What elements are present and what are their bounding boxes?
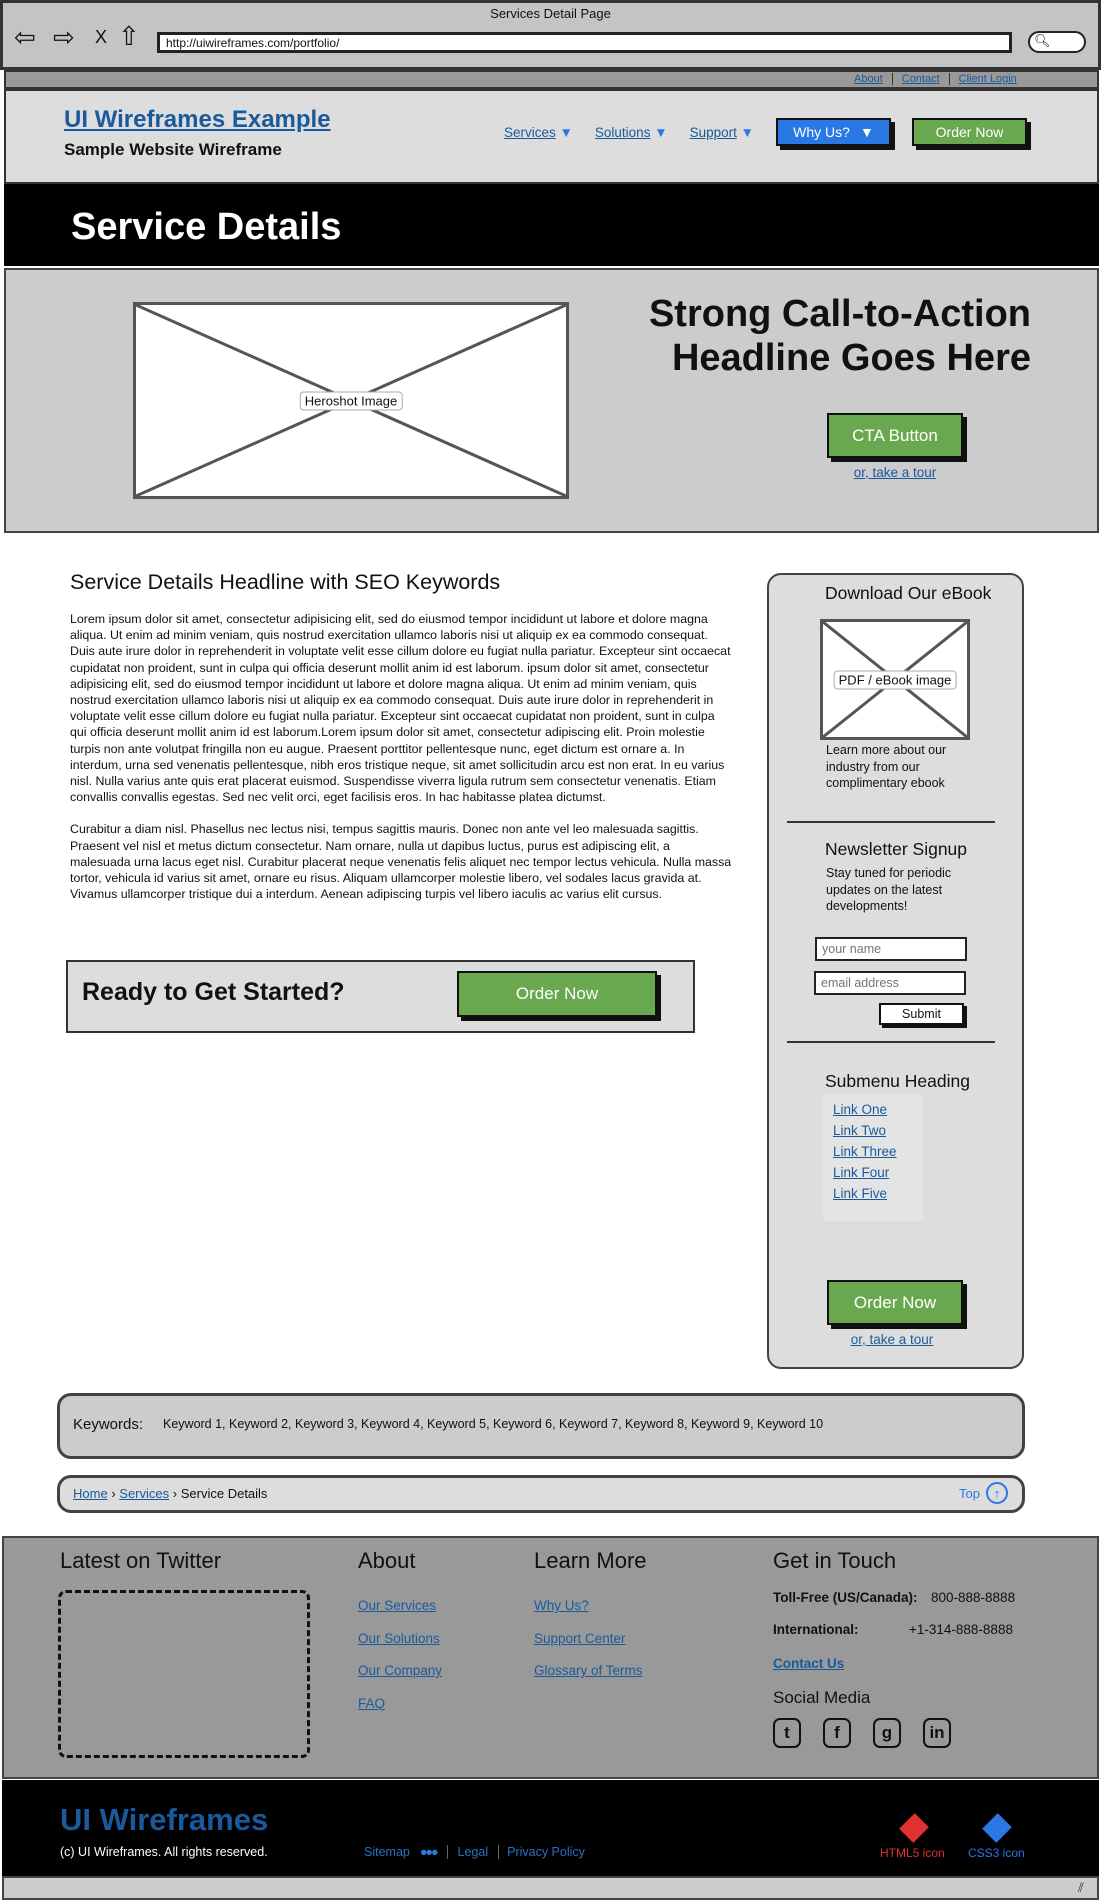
arrow-up-icon[interactable]: ↑ [986,1482,1008,1504]
footer-link-glossary[interactable]: Glossary of Terms [534,1663,643,1678]
submenu-link-four[interactable]: Link Four [833,1165,890,1180]
bottom-links [364,1845,593,1859]
breadcrumb-home[interactable]: Home [73,1486,108,1501]
cta-box-text: Ready to Get Started? [82,978,345,1006]
newsletter-heading: Newsletter Signup [825,839,968,859]
tollfree-label: Toll-Free (US/Canada): [773,1590,918,1605]
ebook-heading: Download Our eBook [825,583,992,603]
about-links [358,1590,442,1720]
google-icon[interactable]: g [873,1718,901,1748]
header-order-now-button[interactable]: Order Now [912,118,1027,146]
footer-link-our-solutions[interactable]: Our Solutions [358,1630,440,1646]
footer-logo: UI Wireframes [60,1802,269,1837]
social-icons [773,1718,951,1748]
footer-link-faq[interactable]: FAQ [358,1695,386,1711]
content-body [70,611,732,918]
back-icon[interactable]: ⇦ [14,22,36,52]
legal-link[interactable]: Legal [447,1845,499,1859]
site-logo[interactable]: UI Wireframes Example [64,106,331,133]
submenu-link-two[interactable]: Link Two [833,1123,887,1138]
submenu-link-one[interactable]: Link One [833,1102,888,1117]
submenu-heading: Submenu Heading [825,1071,970,1091]
name-input[interactable] [815,937,967,961]
sidebar-tour-link[interactable]: or, take a tour [850,1332,934,1347]
tollfree-number: 800-888-8888 [931,1590,1016,1605]
url-bar[interactable]: http://uiwireframes.com/portfolio/ [157,32,1012,53]
window-title: Services Detail Page [490,6,611,21]
contact-us-link[interactable]: Contact Us [773,1656,845,1671]
contact-heading: Get in Touch [773,1548,897,1573]
facebook-icon[interactable]: f [823,1718,851,1748]
submenu-link-three[interactable]: Link Three [833,1144,897,1159]
footer-link-our-company[interactable]: Our Company [358,1663,443,1678]
nav-services[interactable]: Services ▼ [504,125,573,140]
main-nav [504,125,754,140]
sitemap-link[interactable]: Sitemap [364,1845,410,1859]
resize-grip-icon[interactable]: ⫽ [1078,1880,1084,1895]
privacy-policy-link[interactable]: Privacy Policy [498,1845,593,1859]
chevron-down-icon: ▼ [654,125,668,140]
utility-link-contact[interactable]: Contact [893,73,950,85]
chevron-down-icon: ▼ [740,125,755,140]
home-icon[interactable]: ⇧ [118,21,140,51]
chevron-right-icon: › [111,1486,116,1501]
utility-link-client-login[interactable]: Client Login [958,73,1017,85]
intl-number: +1-314-888-8888 [909,1622,1013,1637]
submenu-link-five[interactable]: Link Five [833,1186,888,1201]
nav-support[interactable]: Support ▼ [689,125,755,140]
intl-label: International: [773,1622,859,1637]
css3-label: CSS3 icon [968,1846,1025,1860]
email-input[interactable] [814,971,966,995]
sidebar-order-now-button[interactable]: Order Now [827,1280,963,1325]
divider [787,821,995,823]
content-order-now-button[interactable]: Order Now [457,971,657,1017]
learn-heading: Learn More [534,1548,647,1573]
heroshot-image [133,302,569,499]
ebook-image-label: PDF / eBook image [834,670,957,689]
utility-links [845,73,1026,85]
twitter-heading: Latest on Twitter [60,1548,222,1573]
close-icon[interactable]: X [95,27,108,47]
heroshot-image-label: Heroshot Image [300,391,403,410]
hero-headline: Strong Call-to-Action Headline Goes Here [648,293,1031,379]
newsletter-text: Stay tuned for periodic updates on the latest developments! [826,866,952,913]
why-us-button[interactable]: Why Us? ▼ [776,118,891,146]
submenu [823,1095,923,1221]
linkedin-icon[interactable]: in [923,1718,951,1748]
search-icon[interactable]: 🔍︎ [1028,31,1086,53]
social-heading: Social Media [773,1688,871,1707]
about-heading: About [358,1548,416,1573]
nav-solutions[interactable]: Solutions ▼ [594,125,668,140]
browser-status-bar [2,1876,1099,1900]
keywords-label: Keywords: [73,1416,144,1433]
hero-tour-link[interactable]: or, take a tour [853,465,937,480]
chevron-right-icon: › [172,1486,178,1501]
html5-label: HTML5 icon [880,1846,945,1860]
back-to-top[interactable]: Top ↑ [959,1482,1008,1504]
ebook-image [820,619,970,740]
divider [787,1041,995,1043]
more-dots-icon: ●●● [419,1845,437,1859]
ebook-text: Learn more about our industry from our complimentary ebook [826,743,947,790]
chevron-down-icon: ▼ [559,125,573,140]
breadcrumb [73,1486,267,1501]
footer-link-support-center[interactable]: Support Center [534,1630,626,1646]
page-title: Service Details [71,206,342,248]
footer-link-why-us[interactable]: Why Us? [534,1598,589,1613]
twitter-feed [58,1590,310,1758]
forward-icon[interactable]: ⇨ [53,22,75,52]
footer-link-our-services[interactable]: Our Services [358,1598,437,1613]
breadcrumb-current: Service Details [180,1486,268,1501]
submit-button[interactable]: Submit [879,1003,964,1025]
cta-button[interactable]: CTA Button [827,413,963,458]
copyright: (c) UI Wireframes. All rights reserved. [60,1845,268,1859]
keywords-list: Keyword 1, Keyword 2, Keyword 3, Keyword 4, Keyword 5, Keyword 6, Keyword 7, Keyword 8, Keyword 9, Keyword 10 [163,1417,824,1431]
chevron-down-icon: ▼ [859,124,874,140]
utility-link-about[interactable]: About [845,73,893,85]
paragraph: Lorem ipsum dolor sit amet, consectetur adipisicing elit, sed do eiusmod tempor incididunt ut labore et dolore magna aliqua. Ut enim ad minim veniam, quis nostrud exercitation ullamco laboris nisi ut aliquip ex ea commodo consequat. Duis aute irure dolor in reprehenderit in voluptate velit esse cillum dolore eu fugiat nulla pariatur. Excepteur sint occaecat cupidatat non proident, sunt in culpa qui officia deserunt mollit anim id est laborum. ipsum dolor sit amet, consectetur adipisicing elit, sed do eiusmod tempor incididunt ut labore et dolore magna aliqua. Ut enim ad minim veniam, quis nostrud exercitation ullamco laboris nisi ut aliquip ex ea commodo consequat. Duis aute irure dolor in reprehenderit in voluptate velit esse cillum dolore eu fugiat nulla pariatur. Excepteur sint occaecat cupidatat non proident, sunt in culpa qui officia deserunt mollit anim id est laborum.Lorem ipsum dolor sit amet, consectetur adipiscing elit. Proin molestie turpis non ante volutpat fringilla non eu augue. Praesent porttitor pellentesque nunc, eget dictum est ornare a. In interdum, urna sed venenatis pellentesque, nibh eros tristique neque, sit amet sollicitudin arcu est non erat. In eu varius nisl. Nulla varius ante quis erat placerat euismod. Suspendisse viverra ligula rutrum sem consectetur venenatis. Etiam convallis convallis egestas. Sed nec velit orci, eget facilisis eros. In hac habitasse platea dictumst. [70,612,731,805]
paragraph: Curabitur a diam nisl. Phasellus nec lectus nisi, tempus sagittis mauris. Donec non ante vel leo malesuada sagittis. Praesent vel nisl et metus dictum consectetur. Nam ornare, nulla ut dapibus luctus, purus est adipiscing elit, a malesuada urna lacus eget nisl. Curabitur placerat neque venenatis felis aliquet nec tempor lectus vehicula. Nulla massa tortor, vehicula id varius sit amet, ornare eu risus. Aliquam ullamcorper molestie libero, vel sodales lacus gravida at. Vivamus ullamcorper tristique dui a interdum. Aenean adipiscing turpis vel libero iaculis ac varius elit cursus. [70,822,732,902]
site-tagline: Sample Website Wireframe [64,140,282,159]
breadcrumb-services[interactable]: Services [119,1486,170,1501]
content-headline: Service Details Headline with SEO Keywords [70,570,501,594]
learn-links [534,1590,643,1688]
twitter-icon[interactable]: t [773,1718,801,1748]
